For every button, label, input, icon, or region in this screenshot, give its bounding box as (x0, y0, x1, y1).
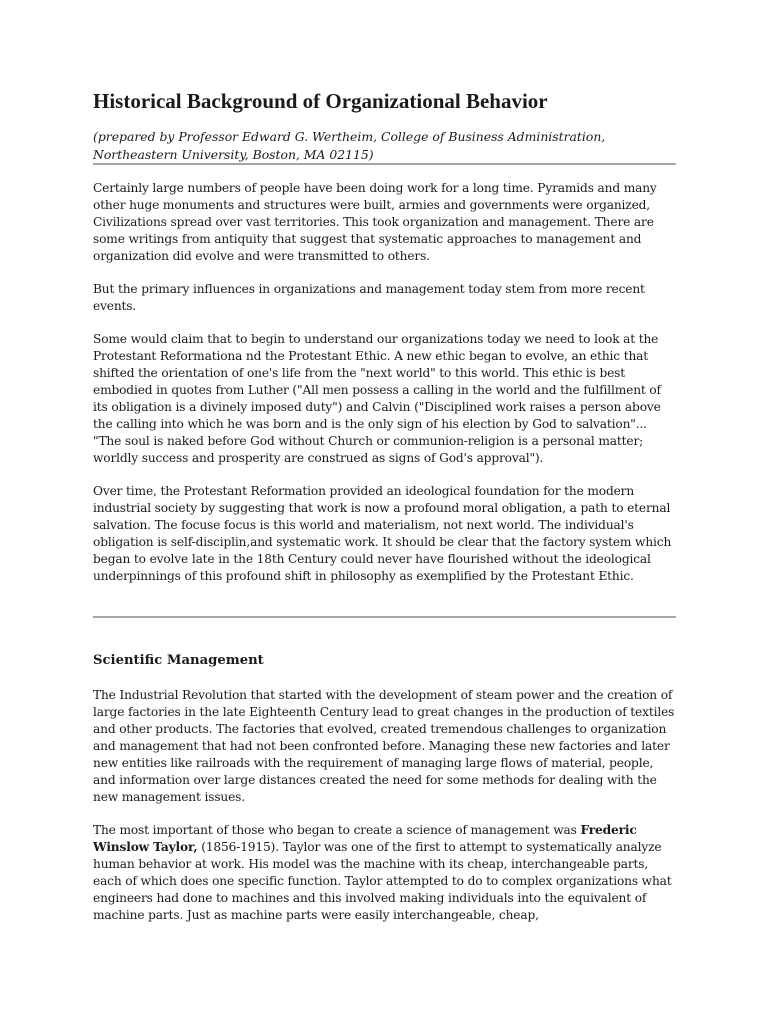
scientific-management-section (93, 687, 676, 940)
intro-section (93, 180, 676, 601)
intro-paragraph-4: Over time, the Protestant Reformation provided an ideological foundation for the modern industrial society by suggesting that work is now a profound moral obligation, a path to eternal salvation. The focuse focus is this world and materialism, not next world. The individual's obligation is self-disciplin,and systematic work. It should be clear that the factory system which began to evolve late in the 18th Century could never have flourished without the ideological underpinnings of this profound shift in philosophy as exemplified by the Protestant Ethic. (93, 484, 672, 583)
byline-line-2: Northeastern University, Boston, MA 02115) (93, 147, 374, 162)
author-byline (93, 128, 676, 164)
byline-line-1: (prepared by Professor Edward G. Wertheim, College of Business Administration, (93, 129, 606, 144)
title-divider (93, 163, 676, 165)
scientific-management-heading: Scientific Management (93, 653, 264, 668)
intro-paragraph-1: Certainly large numbers of people have been doing work for a long time. Pyramids and many other huge monuments and structures were built, armies and governments were organized, Civilizations spread over vast territories. This took organization and management. There are some writings from antiquity that suggest that systematic approaches to management and organization did evolve and were transmitted to others. (93, 181, 657, 263)
scientific-management-paragraph-2 (93, 822, 676, 924)
intro-paragraph-3: Some would claim that to begin to understand our organizations today we need to look at the Protestant Reformationa nd the Protestant Ethic. A new ethic began to evolve, an ethic that shifted the orientation of one's life from the "next world" to this world. This ethic is best embodied in quotes from Luther ("All men possess a calling in the world and the fulfillment of its obligation is a divinely imposed duty") and Calvin ("Disciplined work raises a person above the calling into which he was born and is the only sign of his election by God to salvation"... "The soul is naked before God without Church or communion-religion is a personal matter; worldly success and prosperity are construed as signs of God's approval"). (93, 332, 661, 465)
intro-paragraph-2: But the primary influences in organizations and management today stem from more recent events. (93, 282, 645, 313)
paragraph-2-intro: The most important of those who began to create a science of management was (93, 823, 581, 837)
document-title: Historical Background of Organizational Behavior (93, 89, 548, 113)
section-divider (93, 616, 676, 618)
frederic-winslow-taylor-name: Frederic Winslow Taylor, (93, 823, 637, 854)
paragraph-2-body: (1856-1915). Taylor was one of the first to attempt to systematically analyze human behavior at work. His model was the machine with its cheap, interchangeable parts, each of which does one specific function. Taylor attempted to do to complex organizations what engineers had done to machines and this involved making individuals into the equivalent of machine parts. Just as machine parts were easily interchangeable, cheap, (93, 840, 672, 922)
scientific-management-paragraph-1: The Industrial Revolution that started with the development of steam power and the creation of large factories in the late Eighteenth Century lead to great changes in the production of textiles and other products. The factories that evolved, created tremendous challenges to organization and management that had not been confronted before. Managing these new factories and later new entities like railroads with the requirement of managing large flows of material, people, and information over large distances created the need for some methods for dealing with the new management issues. (93, 688, 675, 804)
